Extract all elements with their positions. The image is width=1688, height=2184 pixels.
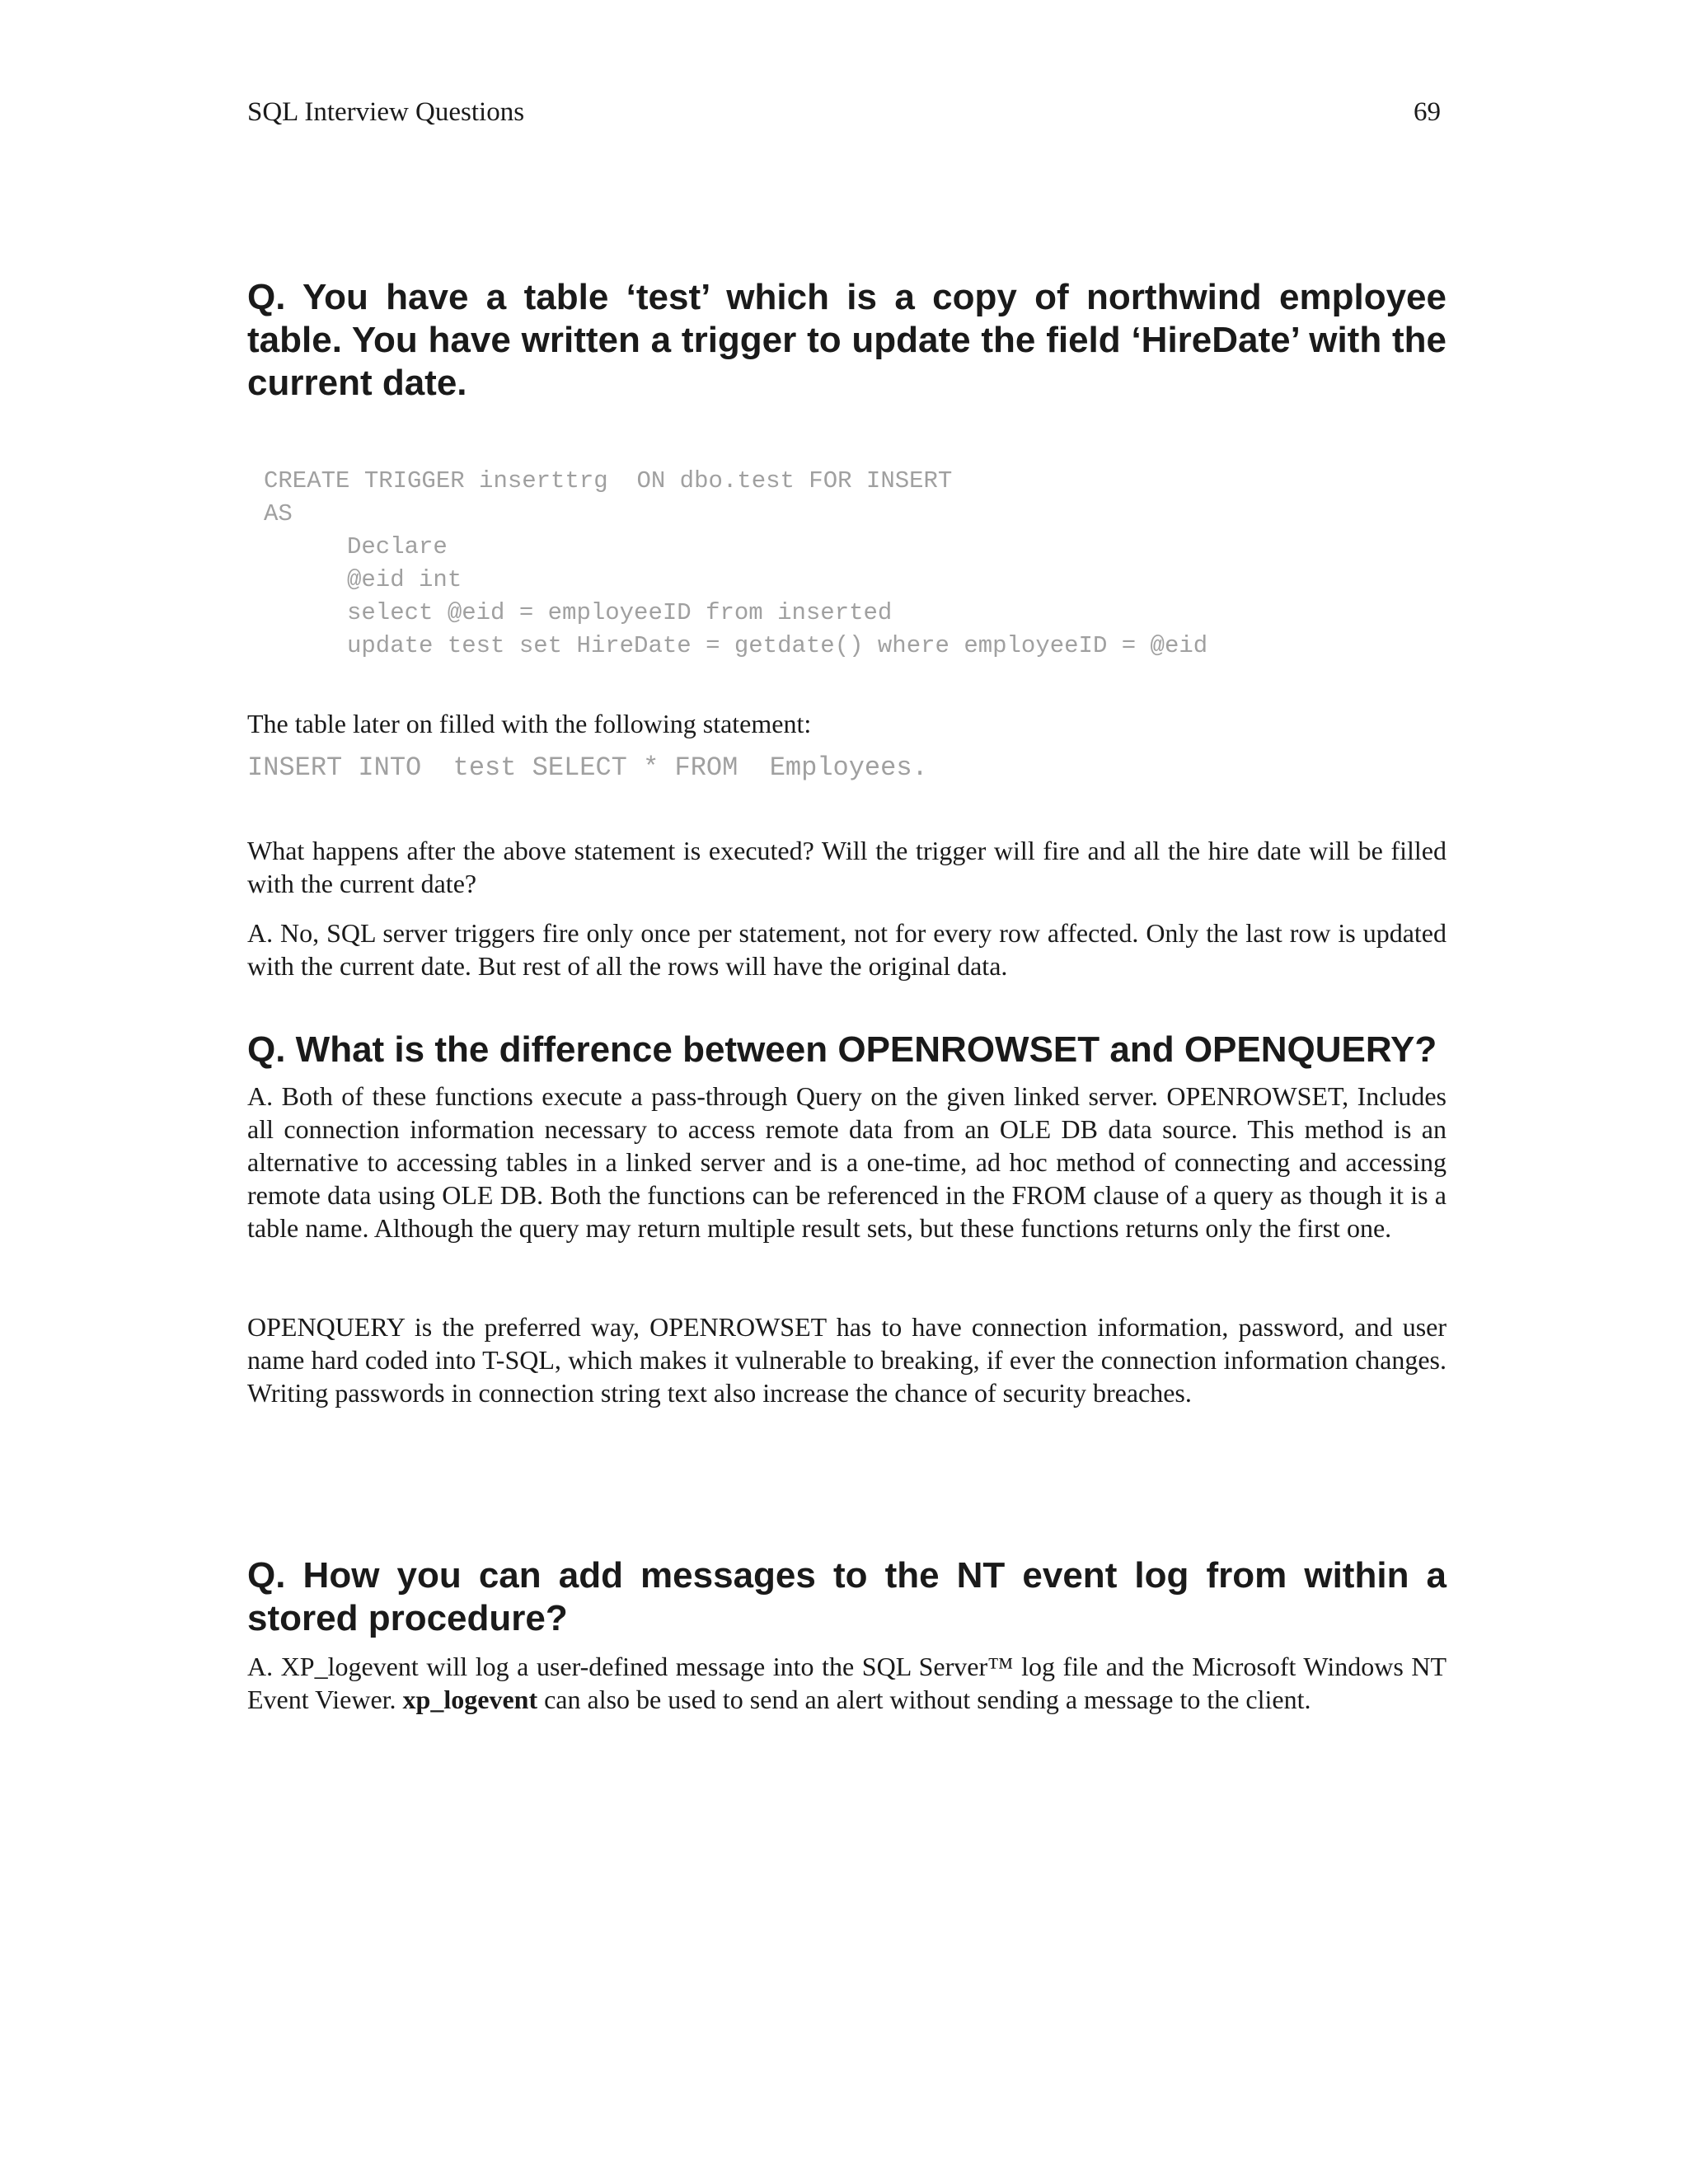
answer-3-text <box>247 1650 1447 1716</box>
answer-2-paragraph-2: OPENQUERY is the preferred way, OPENROWSET has to have connection information, password, and user name hard coded into T-SQL, which makes it vulnerable to breaking, if ever the connection information changes. Writing passwords in connection string text also increase the chance of security breaches. <box>247 1312 1447 1408</box>
page-number: 69 <box>1414 97 1441 127</box>
code-line: Declare <box>347 533 448 560</box>
page-header <box>247 97 1441 128</box>
insert-statement-code: INSERT INTO test SELECT * FROM Employees. <box>247 752 928 783</box>
code-line: update test set HireDate = getdate() where employeeID = @eid <box>347 632 1208 659</box>
xp-logevent-keyword: xp_logevent <box>402 1685 538 1714</box>
code-line: select @eid = employeeID from inserted <box>347 599 893 626</box>
answer-1-text: A. No, SQL server triggers fire only once per statement, not for every row affected. Only the last row is updated with the current date. But rest of all the rows will have the original data. <box>247 918 1447 981</box>
code-line: CREATE TRIGGER inserttrg ON dbo.test FOR INSERT <box>264 467 953 494</box>
question-1-heading: Q. You have a table ‘test’ which is a copy of northwind employee table. You have written a trigger to update the field ‘HireDate’ with the current date. <box>247 277 1447 403</box>
page-content <box>247 276 1447 1716</box>
answer-3-text-end: can also be used to send an alert without sending a message to the client. <box>537 1685 1311 1714</box>
code-line: AS <box>264 500 293 527</box>
answer-3-text-start: A. XP_logevent will log a user-defined message into the SQL Server™ log file and the Microsoft Windows NT Event Viewer. <box>247 1652 1447 1714</box>
fill-intro-text: The table later on filled with the following statement: <box>247 709 812 738</box>
question-2-heading: Q. What is the difference between OPENROWSET and OPENQUERY? <box>247 1029 1437 1070</box>
question-3-heading: Q. How you can add messages to the NT event log from within a stored procedure? <box>247 1555 1447 1638</box>
followup-question-text: What happens after the above statement is executed? Will the trigger will fire and all the hire date will be filled with the current date? <box>247 836 1447 898</box>
code-line: @eid int <box>347 566 462 593</box>
trigger-code-block <box>264 465 1447 663</box>
running-title: SQL Interview Questions <box>247 97 525 127</box>
answer-2-paragraph-1: A. Both of these functions execute a pass-through Query on the given linked server. OPENROWSET, Includes all connection information necessary to access remote data from an OLE DB data source. This method is an alternative to accessing tables in a linked server and is a one-time, ad hoc method of connecting and accessing remote data using OLE DB. Both the functions can be referenced in the FROM clause of a query as though it is a table name. Although the query may return multiple result sets, but these functions returns only the first one. <box>247 1081 1447 1243</box>
